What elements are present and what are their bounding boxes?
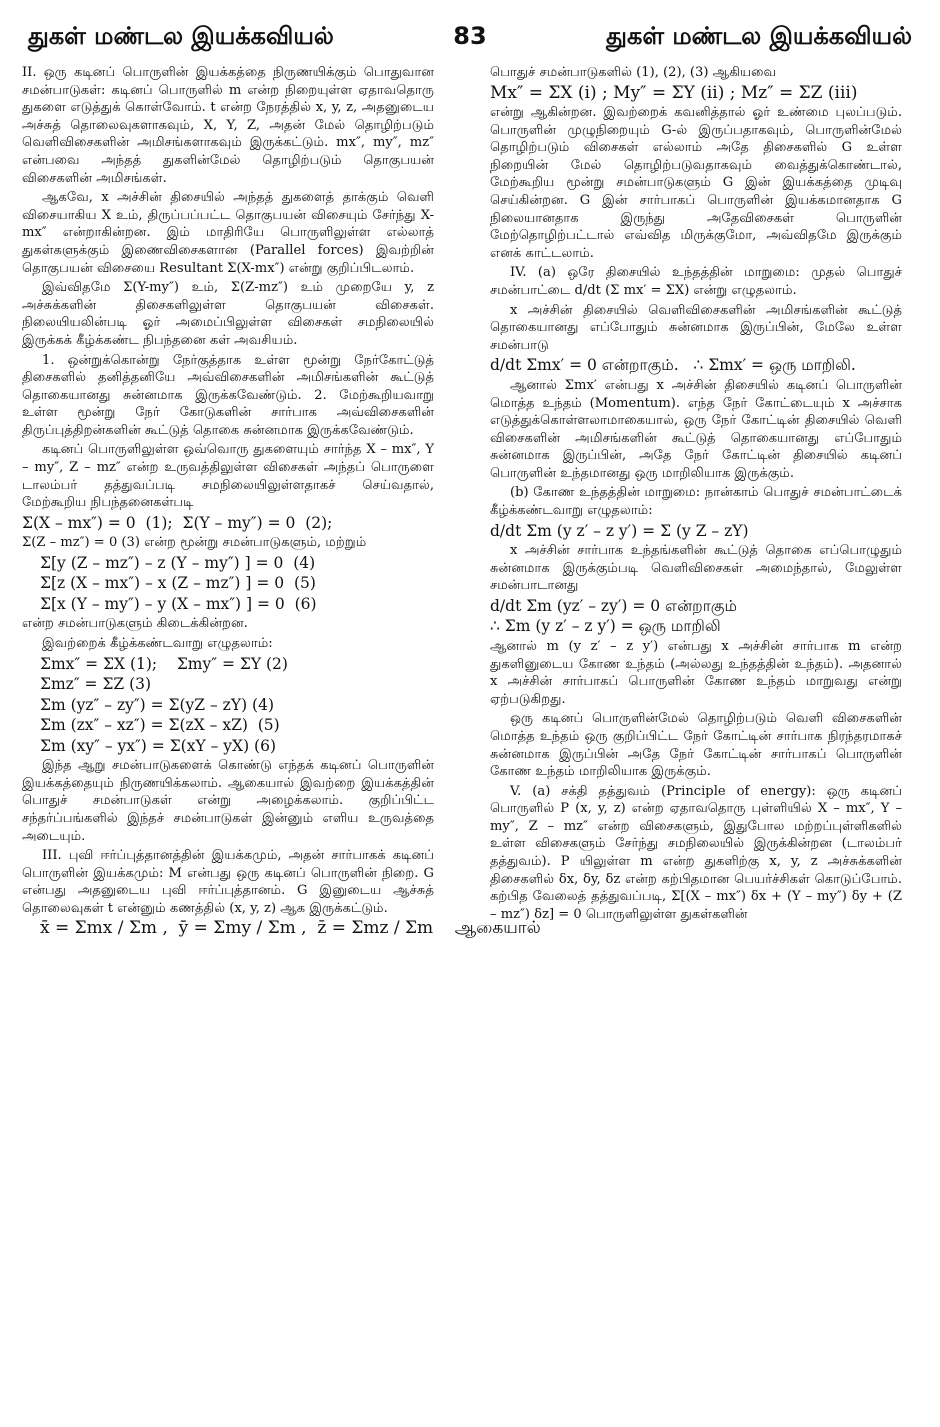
equation: Σm (xy″ – yx″) = Σ(xY – yX) (6) <box>40 736 277 755</box>
paragraph: II. ஒரு கடினப் பொருளின் இயக்கத்தை நிருணயிக்கும் பொதுவான சமன்பாடுகள்: கடினப் பொருளில் m என்ற நிறையுள்ள ஏதாவதொரு துகளை எடுத்துக் கொள்வோம். t என்ற நேரத்தில் x, y, z, அதனுடைய அச்சுத் தொலைவுகளாகவும், X, Y, Z, அதன் மேல் தொழிற்படும் வெளிவிசைகளின் அமிசங்களாகவும் இருக்கட்டும். mx″, my″, mz″ என்பவை அந்தத் துகளின்மேல் தொழிற்படும் தொகுபயன் விசைகளின் அமிசங்கள். <box>22 65 434 186</box>
paragraph: V. (a) சக்தி தத்துவம் (Principle of energy): ஒரு கடினப் பொருளில் P (x, y, z) என்ற ஏதாவதொரு புள்ளியில் X – mx″, Y – my″, Z – mz″ என்ற விசைகளும், இதுபோல மற்றப்புள்ளிகளில் உள்ள விசைகளும் சேர்ந்து சமநிலையில் இருக்கின்றன (டாலம்பர் தத்துவம்). P யிலுள்ள m என்ற துகளிற்கு x, y, z அச்சுக்களின் திசைகளில் δx, δy, δz என்ற கற்பிதமான பெயர்ச்சிகள் கொடுப்போம். கற்பித வேலைத் தத்துவப்படி, Σ[(X – mx″) δx + (Y – my″) δy + (Z – mz″) δz] = 0 பொருளிலுள்ள துகள்களின் <box>490 783 902 922</box>
right-column <box>490 64 902 1409</box>
paragraph: இவ்விதமே Σ(Y-my″) உம், Σ(Z-mz″) உம் முறையே y, z அச்சுக்களின் திசைகளிலுள்ள தொகுபயன் விசைகள். நிலையியலின்படி ஓர் அமைப்பிலுள்ள விசைகள் சமநிலையில் இருக்கக் கீழ்க்கண்ட நிபந்தனை கள் அவசியம். <box>22 280 434 348</box>
paragraph: இவற்றைக் கீழ்க்கண்டவாறு எழுதலாம்: <box>42 636 273 652</box>
paragraph: கடினப் பொருளிலுள்ள ஒவ்வொரு துகளையும் சார்ந்த X – mx″, Y – my″, Z – mz″ என்ற உருவத்திலுள்ள விசைகள் அந்தப் பொருளை டாலம்பர் தத்துவப்படி சமநிலையிலுள்ளதாகச் செய்வதால், மேற்கூறிய நிபந்தனைகள்படி <box>22 442 434 511</box>
paragraph: ஆகவே, x அச்சின் திசையில் அந்தத் துகளைத் தாக்கும் வெளி விசையாகிய X உம், திருப்பப்பட்ட தொகுபயன் விசையும் சேர்ந்து X-mx″ என்றாகின்றன. இம் மாதிரியே பொருளிலுள்ள எல்லாத் துகள்களுக்கும் இணைவிசைகளான (Parallel forces) இவற்றின் தொகுபயன் விசையை Resultant Σ(X-mx″) என்று குறிப்பிடலாம். <box>22 190 434 276</box>
paragraph: 1. ஒன்றுக்கொன்று நேர்குத்தாக உள்ள மூன்று நேர்கோட்டுத் திசைகளில் தனித்தனியே அவ்விசைகளின் அமிசங்களின் கூட்டுத் தொகையானது சுன்னமாக இருக்கவேண்டும். 2. மேற்கூறியவாறு உள்ள மூன்று நேர் கோடுகளின் சார்பாக அவ்விசைகளின் திருப்புத்திறன்களின் கூட்டுத் தொகை சுன்னமாக இருக்கவேண்டும். <box>22 352 434 438</box>
paragraph: III. புவி ஈர்ப்புத்தானத்தின் இயக்கமும், அதன் சார்பாகக் கடினப் பொருளின் இயக்கமும்: M என்பது ஒரு கடினப் பொருளின் நிறை. G என்பது அதனுடைய புவி ஈர்ப்புத்தானம். G இனுடைய ஆச்சுத் தொலைவுகள் t என்னும் கணத்தில் (x, y, z) ஆக இருக்கட்டும். <box>22 848 434 916</box>
equation: x̄ = Σmx / Σm , ȳ = Σmy / Σm , z̄ = Σmz / Σm ஆகையால் <box>40 918 541 939</box>
equation: ∴ Σm (y z′ – z y′) = ஒரு மாறிலி <box>490 617 721 636</box>
equation: Mx″ = ΣX (i) ; My″ = ΣY (ii) ; Mz″ = ΣZ (iii) <box>490 82 858 103</box>
running-title-left: துகள் மண்டல இயக்கவியல் <box>28 22 334 50</box>
running-title-right: துகள் மண்டல இயக்கவியல் <box>606 22 912 50</box>
paragraph: ஒரு கடினப் பொருளின்மேல் தொழிற்படும் வெளி விசைகளின் மொத்த உந்தம் ஒரு குறிப்பிட்ட நேர் கோட்டின் சார்பாக நிரந்தரமாகச் சுன்னமாக இருப்பின் அதே நேர் கோட்டின் சார்பாகப் பொருளின் கோண உந்தம் மாறிலியாக இருக்கும். <box>490 711 902 780</box>
paragraph: ஆனால் m (y z′ – z y′) என்பது x அச்சின் சார்பாக m என்ற துகளினுடைய கோண உந்தம் (அல்லது உந்தத்தின் உந்தம்). அதனால் x அச்சின் சார்பாகப் பொருளின் கோண உந்தம் மாறுவது என்று ஏற்படுகிறது. <box>490 638 902 707</box>
equation: Σmz″ = ΣZ (3) <box>40 675 152 694</box>
equation: Σ[x (Y – my″) – y (X – mx″) ] = 0 (6) <box>40 594 317 613</box>
equation: d/dt Σm (yz′ – zy′) = 0 என்றாகும் <box>490 596 737 615</box>
paragraph: என்ற சமன்பாடுகளும் கிடைக்கின்றன. <box>22 616 248 632</box>
equation: d/dt Σm (y z′ – z y′) = Σ (y Z – zY) <box>490 521 749 540</box>
paragraph: x அச்சின் சார்பாக உந்தங்களின் கூட்டுத் தொகை எப்பொழுதும் சுன்னமாக இருக்கும்படி வெளிவிசைகள் அமைந்தால், மேலுள்ள சமன்பாடானது <box>490 543 902 594</box>
left-column <box>22 64 541 1409</box>
paragraph: ஆனால் Σmx′ என்பது x அச்சின் திசையில் கடினப் பொருளின் மொத்த உந்தம் (Momentum). எந்த நேர் கோட்டையும் x அச்சாக எடுத்துக்கொள்ளலாமாகையால், ஒரு நேர் கோட்டின் திசையில் வெளி விசைகளின் அமிசங்களின் கூட்டுத் தொகையானது எப்போதும் சுன்னமாக இருப்பின், அதே நேர் கோட்டின் திசையில் கடினப் பொருளின் உந்தமானது ஒரு மாறிலியாக இருக்கும். <box>490 377 902 481</box>
page-header <box>28 22 912 62</box>
equation: Σ[y (Z – mz″) – z (Y – my″) ] = 0 (4) <box>40 553 316 572</box>
equation: d/dt Σmx′ = 0 என்றாகும். ∴ Σmx′ = ஒரு மாறிலி. <box>490 356 856 375</box>
paragraph: (b) கோண உந்தத்தின் மாறுமை: நான்காம் பொதுச் சமன்பாட்டைக் கீழ்க்கண்டவாறு எழுதலாம்: <box>490 485 902 519</box>
equation: Σm (zx″ – xz″) = Σ(zX – xZ) (5) <box>40 716 280 735</box>
paragraph: Σ(Z – mz″) = 0 (3) என்ற மூன்று சமன்பாடுகளும், மற்றும் <box>22 535 367 551</box>
equation: Σm (yz″ – zy″) = Σ(yZ – zY) (4) <box>40 695 275 714</box>
equation: Σ[z (X – mx″) – x (Z – mz″) ] = 0 (5) <box>40 574 316 593</box>
page-number: 83 <box>453 22 487 50</box>
paragraph: இந்த ஆறு சமன்பாடுகளைக் கொண்டு எந்தக் கடினப் பொருளின் இயக்கத்தையும் நிருணயிக்கலாம். ஆகையால் இவற்றை இயக்கத்தின் பொதுச் சமன்பாடுகள் என்று அழைக்கலாம். குறிப்பிட்ட சந்தர்ப்பங்களில் இந்தச் சமன்பாடுகள் இன்னும் எளிய உருவத்தை அடையும். <box>22 758 434 844</box>
paragraph: IV. (a) ஒரே திசையில் உந்தத்தின் மாறுமை: முதல் பொதுச் சமன்பாட்டை d/dt (Σ mx′ = ΣX) என்று எழுதலாம். <box>490 265 902 299</box>
equation: Σ(X – mx″) = 0 (1); Σ(Y – my″) = 0 (2); <box>22 513 333 532</box>
paragraph: என்று ஆகின்றன. இவற்றைக் கவனித்தால் ஓர் உண்மை புலப்படும். பொருளின் முழுநிறையும் G-ல் இருப்பதாகவும், பொருளின்மேல் தொழிற்படும் விசைகள் எல்லாம் அதே திசைகளில் G உள்ள நிறையின் மேல் தொழிற்படுவதாகவும் வைத்துக்கொண்டால், மேற்கூறிய மூன்று சமன்பாடுகளும் G இன் இயக்கத்தை முடிவு செய்கின்றன. G இன் சார்பாகப் பொருளின் இயக்கமானதாக G நிலையானதாக இருந்து அதேவிசைகள் பொருளின் மேற்தொழிற்பட்டால் எவ்வித மிருக்குமோ, அவ்விதமே இருக்கும் எனக் காட்டலாம். <box>490 105 902 261</box>
equation: Σmx″ = ΣX (1); Σmy″ = ΣY (2) <box>40 654 288 673</box>
paragraph: x அச்சின் திசையில் வெளிவிசைகளின் அமிசங்களின் கூட்டுத் தொகையானது எப்போதும் சுன்னமாக இருப்பின், மேலே உள்ள சமன்பாடு <box>490 302 902 353</box>
paragraph: பொதுச் சமன்பாடுகளில் (1), (2), (3) ஆகியவை <box>490 65 777 80</box>
